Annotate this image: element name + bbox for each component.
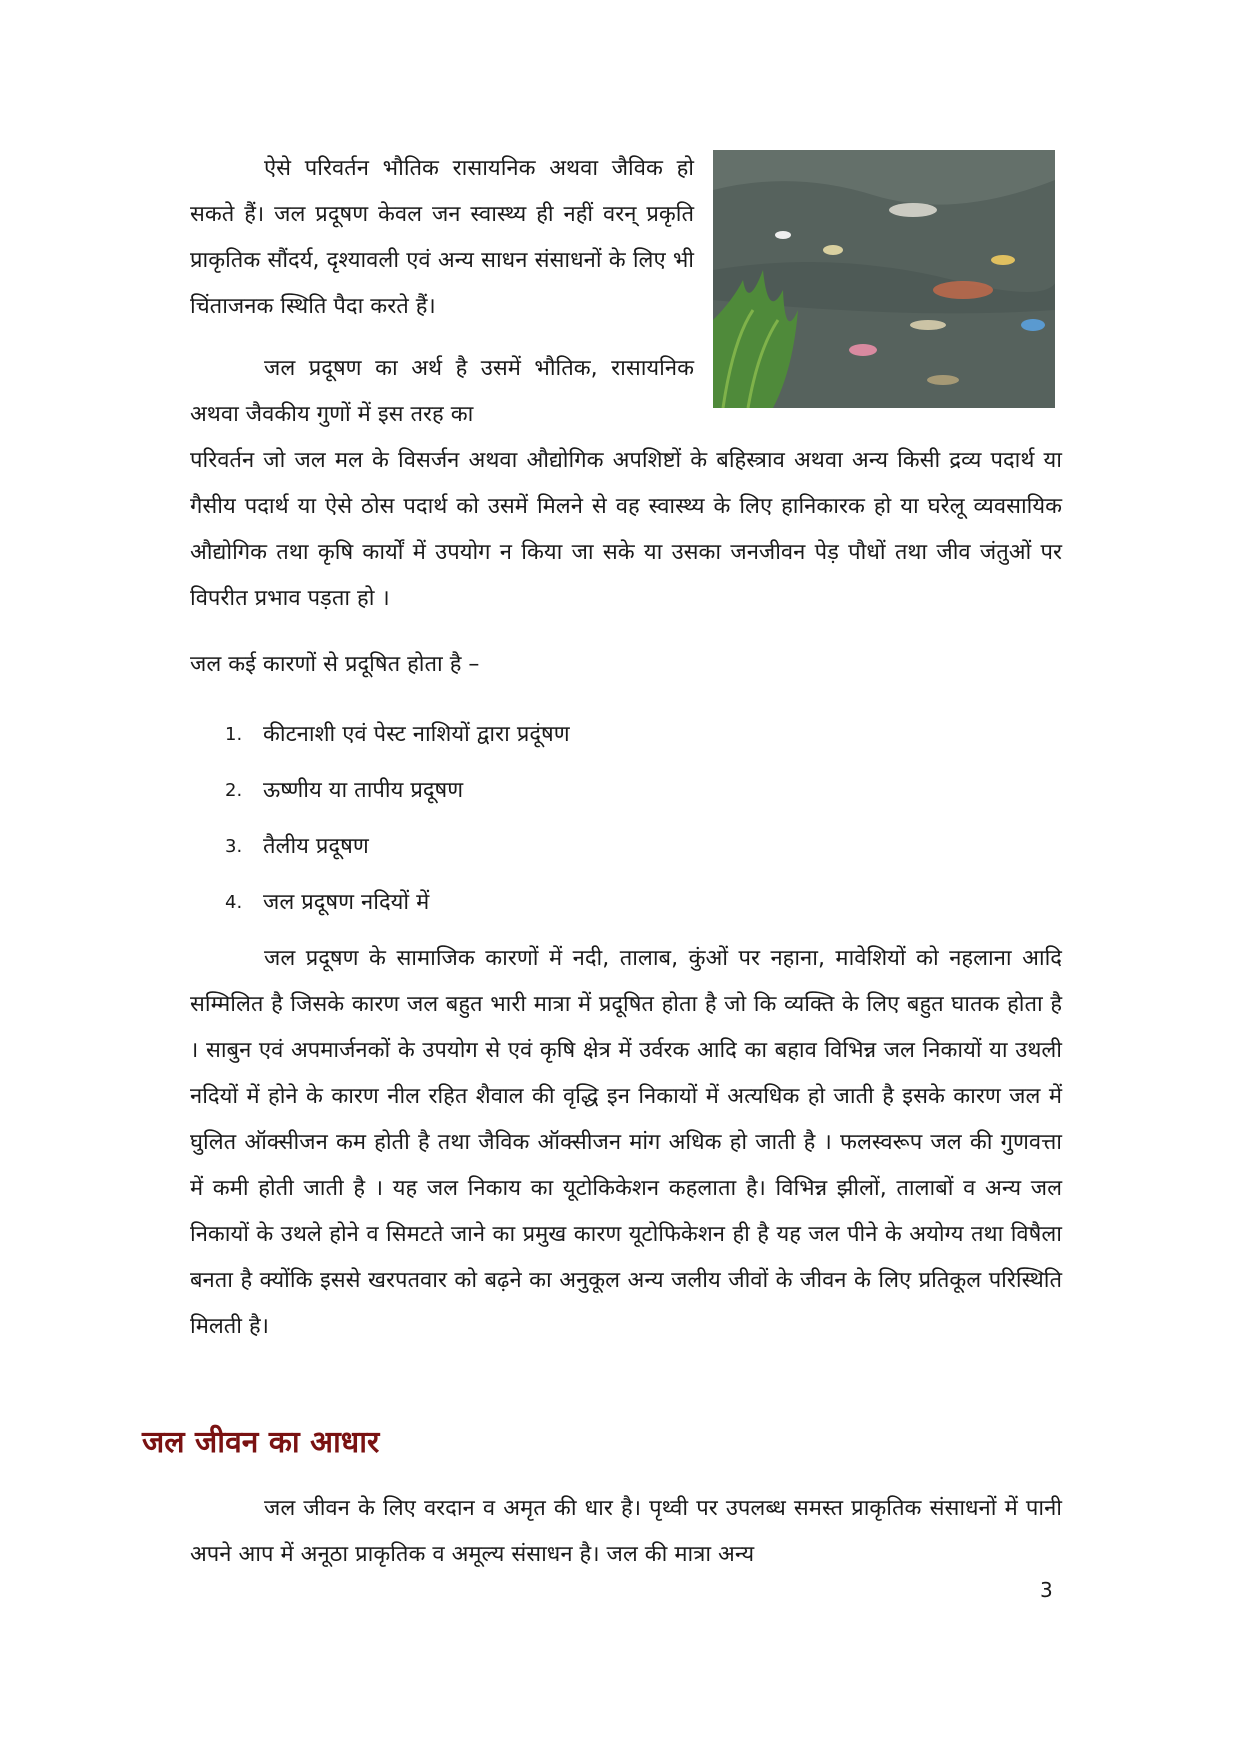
polluted-water-photo xyxy=(713,150,1055,408)
list-item xyxy=(225,880,570,936)
section-heading: जल जीवन का आधार xyxy=(142,1425,380,1460)
page-number: 3 xyxy=(1040,1578,1053,1602)
list-number: 3. xyxy=(225,836,243,857)
list-number: 1. xyxy=(225,724,243,745)
list-item-text: ऊष्णीय या तापीय प्रदूषण xyxy=(263,778,464,803)
paragraph-water-life: जल जीवन के लिए वरदान व अमृत की धार है। पृथ्वी पर उपलब्ध समस्त प्राकृतिक संसाधनों में पानी अपने आप में अनूठा प्राकृतिक व अमूल्य संसाधन है। जल की मात्रा अन्य xyxy=(190,1496,1062,1567)
list-item-text: तैलीय प्रदूषण xyxy=(263,834,369,859)
list-item-text: जल प्रदूषण नदियों में xyxy=(263,890,430,915)
polluted-water-image xyxy=(713,150,1055,408)
paragraph-definition-continued: परिवर्तन जो जल मल के विसर्जन अथवा औद्योगिक अपशिष्टों के बहिस्त्राव अथवा अन्य किसी द्रव्य पदार्थ या गैसीय पदार्थ या ऐसे ठोस पदार्थ को उसमें मिलने से वह स्वास्थ्य के लिए हानिकारक हो या घरेलू व्यवसायिक औद्योगिक तथा कृषि कार्यों में उपयोग न किया जा सके या उसका जनजीवन पेड़ पौधों तथा जीव जंतुओं पर विपरीत प्रभाव पड़ता हो । xyxy=(190,448,1062,611)
paragraph-social-causes: जल प्रदूषण के सामाजिक कारणों में नदी, तालाब, कुंओं पर नहाना, मावेशियों को नहलाना आदि सम्मिलित है जिसके कारण जल बहुत भारी मात्रा में प्रदूषित होता है जो कि व्यक्ति के लिए बहुत घातक होता है । साबुन एवं अपमार्जनकों के उपयोग से एवं कृषि क्षेत्र में उर्वरक आदि का बहाव विभिन्न जल निकायों या उथली नदियों में होने के कारण नील रहित शैवाल की वृद्धि इन निकायों में अत्यधिक हो जाती है इसके कारण जल में घुलित ऑक्सीजन कम होती है तथा जैविक ऑक्सीजन मांग अधिक हो जाती है । फलस्वरूप जल की गुणवत्ता में कमी होती जाती है । यह जल निकाय का यूटोकिकेशन कहलाता है। विभिन्न झीलों, तालाबों व अन्य जल निकायों के उथले होने व सिमटते जाने का प्रमुख कारण यूटोफिकेशन ही है यह जल पीने के अयोग्य तथा विषैला बनता है क्योंकि इससे खरपतवार को बढ़ने का अनुकूल अन्य जलीय जीवों के जीवन के लिए प्रतिकूल परिस्थिति मिलती है। xyxy=(190,946,1062,1339)
paragraph-definition-start: जल प्रदूषण का अर्थ है उसमें भौतिक, रासायनिक अथवा जैवकीय गुणों में इस तरह का xyxy=(190,356,694,427)
list-item-text: कीटनाशी एवं पेस्ट नाशियों द्वारा प्रदूंषण xyxy=(263,722,570,747)
pollution-causes-list xyxy=(225,712,570,936)
paragraph-intro: ऐसे परिवर्तन भौतिक रासायनिक अथवा जैविक हो सकते हैं। जल प्रदूषण केवल जन स्वास्थ्य ही नहीं वरन् प्रकृति प्राकृतिक सौंदर्य, दृश्यावली एवं अन्य साधन संसाधनों के लिए भी चिंताजनक स्थिति पैदा करते हैं। xyxy=(190,156,694,319)
list-number: 2. xyxy=(225,780,243,801)
list-item xyxy=(225,824,570,880)
list-number: 4. xyxy=(225,892,243,913)
list-intro: जल कई कारणों से प्रदूषित होता है – xyxy=(190,652,480,677)
list-item xyxy=(225,712,570,768)
list-item xyxy=(225,768,570,824)
